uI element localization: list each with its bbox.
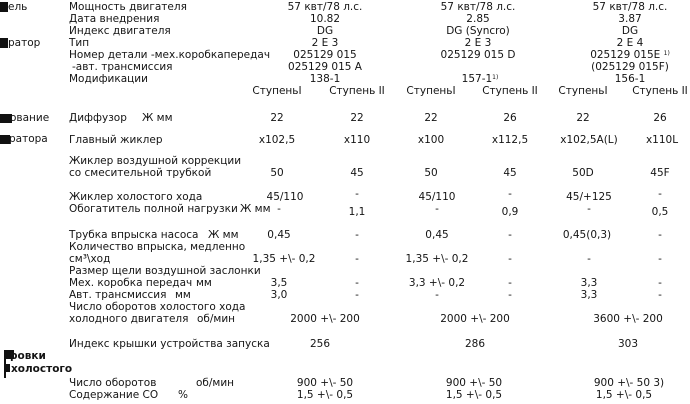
label-throttle-gap: Размер щели воздушной заслонки	[69, 265, 261, 277]
unit: Ж мм	[240, 203, 271, 215]
value: 57 квт/78 л.с.	[440, 1, 516, 13]
stage-header: Ступень II	[329, 85, 385, 97]
value: x100	[417, 134, 445, 146]
value: 0,45(0,3)	[562, 229, 612, 241]
value: 303	[617, 338, 639, 350]
value: 0,9	[501, 206, 519, 218]
section-idle-adjust: ровки	[10, 350, 46, 362]
value: -	[508, 188, 512, 200]
value: 45/110	[266, 191, 304, 203]
value: -	[508, 253, 512, 265]
value: 50	[424, 167, 438, 179]
value: 2.85	[466, 13, 490, 25]
label-type: Тип	[69, 37, 90, 49]
value: -	[658, 188, 662, 200]
label-air-jet-2: со смесительной трубкой	[69, 167, 212, 179]
unit: %	[178, 389, 188, 401]
value: 0,5	[651, 206, 669, 218]
value: -	[435, 289, 439, 301]
value: x110L	[645, 134, 679, 146]
value: 0,45	[425, 229, 449, 241]
label-auto-transmission: Авт. трансмиссия	[69, 289, 167, 301]
value: -	[277, 203, 281, 215]
value: 1,5 +\- 0,5	[595, 389, 653, 401]
label-manual-gearbox: Мех. коробка передач	[69, 277, 193, 289]
value: 2000 +\- 200	[290, 313, 360, 325]
section-equipment: ование	[10, 112, 50, 124]
value: 025129 015 A	[288, 61, 362, 73]
value: -	[355, 253, 359, 265]
label-engine-index: Индекс двигателя	[69, 25, 171, 37]
value: 45	[503, 167, 517, 179]
value: 3.87	[618, 13, 642, 25]
value: -	[355, 229, 359, 241]
value: -	[658, 253, 662, 265]
label-main-jet: Главный жиклер	[69, 134, 163, 146]
value: 50D	[572, 167, 594, 179]
unit: Ж мм	[142, 112, 173, 124]
value: 900 +\- 50 3)	[593, 377, 665, 389]
value: 22	[424, 112, 438, 124]
value: 45F	[650, 167, 670, 179]
label-modifications: Модификации	[69, 73, 148, 85]
label-engine-power: Мощность двигателя	[69, 1, 187, 13]
value: DG	[316, 25, 334, 37]
value: 45	[350, 167, 364, 179]
value: 22	[270, 112, 284, 124]
unit: об/мин	[197, 313, 236, 325]
value: 10.82	[309, 13, 341, 25]
value: -	[355, 289, 359, 301]
value: -	[658, 277, 662, 289]
value: 900 +\- 50	[445, 377, 503, 389]
value: 025129 015 D	[440, 49, 516, 61]
value: 26	[503, 112, 517, 124]
value: 900 +\- 50	[296, 377, 354, 389]
value: -	[587, 253, 591, 265]
value: 2 E 4	[616, 37, 644, 49]
value: -	[587, 203, 591, 215]
label-enricher: Обогатитель полной нагрузки	[69, 203, 238, 215]
stage-header: Ступень II	[632, 85, 688, 97]
label-diffuser: Диффузор	[69, 112, 127, 124]
unit: мм	[196, 277, 212, 289]
label-choke-index: Индекс крышки устройства запуска	[69, 338, 270, 350]
stage-header: СтупеньI	[252, 85, 302, 97]
value: 3600 +\- 200	[593, 313, 663, 325]
value: 286	[464, 338, 486, 350]
value: 157-1$^{1)}$	[461, 73, 499, 85]
value: 1,1	[348, 206, 366, 218]
section-carburetor-2: ратора	[9, 133, 48, 145]
label-injection-qty: Количество впрыска, медленно	[69, 241, 246, 253]
value: 1,35 +\- 0,2	[405, 253, 469, 265]
value: 3,0	[270, 289, 288, 301]
stage-header: СтупеньI	[558, 85, 608, 97]
value: x110	[343, 134, 371, 146]
value: -	[508, 277, 512, 289]
value: 1,5 +\- 0,5	[296, 389, 354, 401]
value: 3,3 +\- 0,2	[408, 277, 466, 289]
unit: мм	[175, 289, 191, 301]
label-part-number-auto: -авт. трансмиссия	[72, 61, 173, 73]
value: 0,45	[267, 229, 291, 241]
label-injection-qty-2: см³\ход	[69, 253, 111, 265]
value: 2 E 3	[311, 37, 339, 49]
unit: Ж мм	[208, 229, 239, 241]
value: DG (Syncro)	[446, 25, 510, 37]
value: 3,3	[580, 277, 598, 289]
value: 57 квт/78 л.с.	[592, 1, 668, 13]
label-idle-jet: Жиклер холостого хода	[69, 191, 203, 203]
value: 138-1	[309, 73, 341, 85]
value: 57 квт/78 л.с.	[287, 1, 363, 13]
value: 3,5	[270, 277, 288, 289]
value: (025129 015F)	[591, 61, 669, 73]
scan-blot	[5, 364, 10, 372]
stage-header: СтупеньI	[406, 85, 456, 97]
scan-blot	[0, 2, 8, 12]
label-co-content: Содержание СО	[69, 389, 159, 401]
label-intro-date: Дата внедрения	[69, 13, 160, 25]
label-cold-idle: Число оборотов холостого хода	[69, 301, 246, 313]
value: DG	[621, 25, 639, 37]
value: 45/110	[418, 191, 456, 203]
value: -	[508, 229, 512, 241]
value: 50	[270, 167, 284, 179]
value: 3,3	[580, 289, 598, 301]
value: -	[658, 229, 662, 241]
value: x102,5A(L)	[560, 134, 618, 146]
label-part-number-manual: Номер детали -мех.коробкапередач	[69, 49, 271, 61]
unit: об/мин	[196, 377, 235, 389]
stage-header: Ступень II	[482, 85, 538, 97]
value: 156-1	[614, 73, 646, 85]
value: 1,35 +\- 0,2	[252, 253, 316, 265]
value: 256	[309, 338, 331, 350]
value: -	[658, 289, 662, 301]
section-carburetor: ратор	[8, 37, 41, 49]
value: -	[508, 289, 512, 301]
value: -	[355, 277, 359, 289]
value: x112,5	[491, 134, 529, 146]
value: -	[435, 203, 439, 215]
value: 1,5 +\- 0,5	[445, 389, 503, 401]
label-air-jet: Жиклер воздушной коррекции	[69, 155, 242, 167]
section-idle-adjust-2: холостого	[11, 363, 73, 375]
scan-blot	[0, 38, 8, 48]
value: 45/+125	[566, 191, 612, 203]
label-cold-idle-2: холодного двигателя	[69, 313, 189, 325]
label-idle-rpm: Число оборотов	[69, 377, 157, 389]
label-pump-tube: Трубка впрыска насоса	[69, 229, 199, 241]
value: 025129 015E $^{1)}$	[590, 49, 670, 61]
value: 2000 +\- 200	[440, 313, 510, 325]
value: 22	[576, 112, 590, 124]
value: 2 E 3	[464, 37, 492, 49]
value: -	[355, 188, 359, 200]
value: 025129 015	[293, 49, 357, 61]
value: 22	[350, 112, 364, 124]
value: 26	[653, 112, 667, 124]
section-engine: ель	[8, 1, 28, 13]
value: x102,5	[258, 134, 296, 146]
